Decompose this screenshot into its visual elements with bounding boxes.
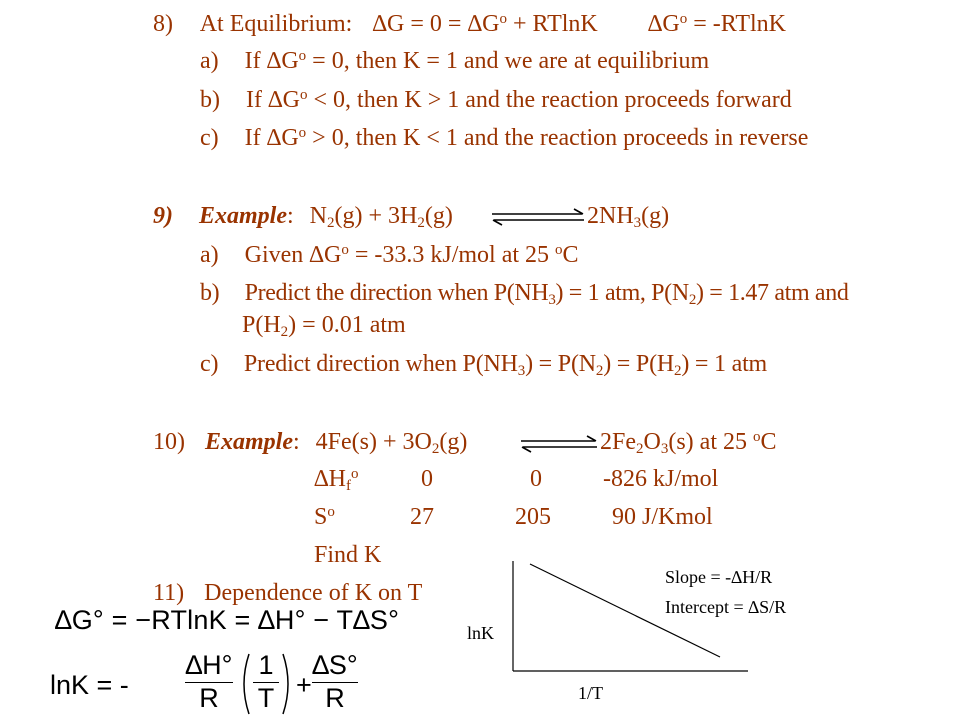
plus-sign: +	[296, 670, 312, 700]
item9c-text: Predict direction when $P(NH_3) = P(N_2) = P(H_2) = 1$ atm	[243, 351, 768, 379]
item8c-number: c)	[200, 125, 219, 151]
item9b-number: b)	[200, 280, 220, 306]
item9b-text: Predict the direction when $P(NH_3) = 1$ atm, $P(N_2) = 1.47$ atm and	[244, 280, 849, 308]
item10-line: 10) Example: $4Fe(s) + 3O_2(g)$	[153, 429, 468, 457]
entropy-o2: 205	[515, 504, 551, 530]
item8-line	[153, 10, 786, 38]
equilibrium-eq2: $\Delta G^o = -RTlnK$	[647, 11, 787, 37]
left-paren	[237, 652, 251, 716]
item10-products: $2Fe_2O_3(s)$ at 25 $^o$C	[600, 429, 777, 457]
item9b-line2: $P(H_2) = 0.01$ atm	[242, 312, 406, 340]
item8-number: 8)	[153, 11, 173, 37]
right-paren	[281, 652, 295, 716]
item9c-line	[200, 350, 767, 378]
graph-ylabel: lnK	[467, 623, 494, 643]
item11-line	[153, 579, 422, 607]
entropy-fe: 27	[410, 504, 434, 530]
item8b-line	[200, 86, 792, 114]
item10-reactants: $4Fe(s) + 3O_2(g)$	[315, 429, 468, 457]
graph-intercept: Intercept = ∆S/R	[665, 597, 787, 617]
find-k: Find K	[314, 542, 382, 568]
item9a-number: a)	[200, 242, 219, 268]
enthalpy-fe: 0	[421, 466, 433, 492]
entropy-row	[314, 503, 335, 531]
equilibrium-eq1: $\Delta G = 0 = \Delta G^o + RTlnK$	[372, 11, 598, 37]
equilibrium-arrow-10	[519, 434, 599, 454]
lnk-lhs: lnK = -	[50, 670, 129, 700]
item9c-number: c)	[200, 351, 219, 377]
item8-lead: At Equilibrium:	[199, 11, 353, 37]
item8c-text: If $\Delta G^o > 0$, then K < 1 and the reaction proceeds in reverse	[244, 125, 809, 151]
graph-slope: Slope = -∆H/R	[665, 567, 773, 587]
item10-number: 10)	[153, 429, 185, 455]
item10-label: Example	[205, 429, 293, 455]
entropy-fe2o3: 90 J/Kmol	[612, 504, 713, 530]
item11-text: Dependence of K on T	[204, 580, 423, 606]
enthalpy-fe2o3: -826 kJ/mol	[603, 466, 719, 492]
item8c-line	[200, 124, 808, 152]
item8a-text: If $\Delta G^o = 0$, then K = 1 and we are at equilibrium	[244, 48, 710, 74]
equilibrium-arrow-9	[490, 207, 586, 227]
enthalpy-label: $\Delta H_f^o$	[314, 466, 359, 494]
item8a-line	[200, 47, 709, 75]
graph-xlabel: 1/T	[578, 683, 603, 703]
fraction-ds-r: ∆S° R	[312, 650, 358, 713]
lnk-equation	[50, 650, 358, 720]
fraction-1-t: 1 T	[253, 650, 279, 715]
entropy-label: $S^o$	[314, 504, 335, 530]
item9-reactants: $N_2(g) + 3H_2(g)$	[309, 203, 453, 231]
item8b-number: b)	[200, 87, 220, 113]
item9-line: 9) Example: $N_2(g) + 3H_2(g)$	[153, 203, 453, 231]
enthalpy-o2: 0	[530, 466, 542, 492]
item9-products: $2NH_3(g)$	[587, 203, 670, 231]
item9a-text: Given $\Delta G^o = -33.3$ kJ/mol at 25 $^o$C	[244, 242, 579, 268]
item9b-line	[200, 279, 849, 307]
item8b-text: If $\Delta G^o < 0$, then K > 1 and the reaction proceeds forward	[246, 87, 792, 113]
item9-label: Example	[199, 203, 287, 229]
fraction-dh-r: ∆H° R	[185, 650, 233, 713]
item8a-number: a)	[200, 48, 219, 74]
enthalpy-row	[314, 465, 359, 493]
item11-number: 11)	[153, 580, 185, 606]
gibbs-relation: ∆G° = −RTlnK = ∆H° − T∆S°	[55, 605, 400, 635]
item9-number: 9)	[153, 203, 173, 229]
item9a-line	[200, 241, 579, 269]
